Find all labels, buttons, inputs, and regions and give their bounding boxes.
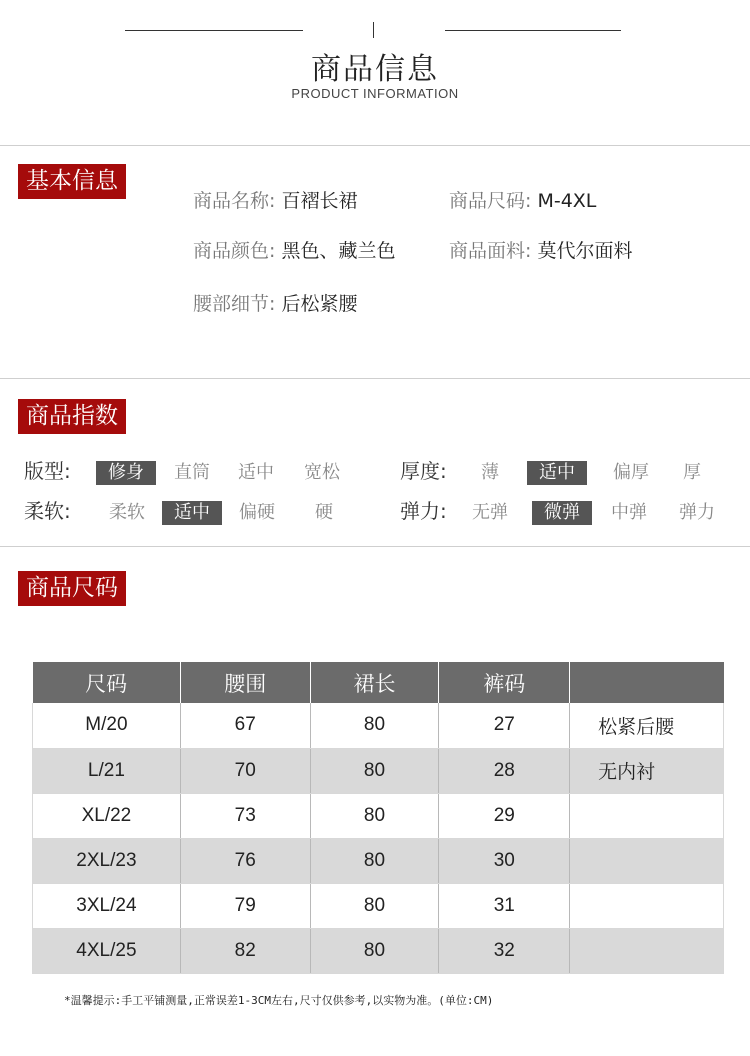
measurement-tip: *温馨提示:手工平铺测量,正常误差1-3CM左右,尺寸仅供参考,以实物为准。(单位:CM) [64, 994, 494, 1007]
index-label-softness: 柔软: [24, 499, 71, 523]
page-title: 商品信息 [311, 52, 439, 87]
cell-size: XL/22 [33, 793, 181, 838]
field-value: 黑色、藏兰色 [281, 240, 396, 262]
index-option: 无弹 [472, 502, 508, 523]
divider [0, 546, 750, 547]
index-option: 偏硬 [239, 502, 275, 523]
divider [0, 145, 750, 146]
field-value: M-4XL [537, 190, 597, 212]
field-waist-detail [193, 292, 357, 316]
cell-note [570, 928, 724, 973]
cell-pants-size: 28 [439, 748, 570, 793]
cell-note: 无内衬 [570, 748, 724, 793]
index-option-thickness-selected: 适中 [527, 461, 587, 485]
field-label: 商品名称: [193, 190, 276, 212]
index-option: 弹力 [679, 502, 715, 523]
field-label: 商品尺码: [449, 190, 532, 212]
cell-waist: 73 [180, 793, 310, 838]
index-option-fit-selected: 修身 [96, 461, 156, 485]
divider [0, 378, 750, 379]
cell-note [570, 883, 724, 928]
header-size: 尺码 [33, 662, 181, 703]
cell-length: 80 [310, 838, 439, 883]
cell-length: 80 [310, 748, 439, 793]
cell-pants-size: 27 [439, 703, 570, 748]
cell-note: 松紧后腰 [570, 703, 724, 748]
cell-length: 80 [310, 928, 439, 973]
index-option-softness-selected: 适中 [162, 501, 222, 525]
cell-length: 80 [310, 883, 439, 928]
size-badge: 商品尺码 [18, 571, 126, 606]
cell-size: L/21 [33, 748, 181, 793]
field-label: 商品颜色: [193, 240, 276, 262]
cell-size: 2XL/23 [33, 838, 181, 883]
index-label-elasticity: 弹力: [400, 499, 447, 523]
field-product-color [193, 239, 395, 263]
page-subtitle: PRODUCT INFORMATION [291, 86, 459, 101]
table-row [33, 748, 724, 793]
cell-pants-size: 30 [439, 838, 570, 883]
cell-waist: 67 [180, 703, 310, 748]
header-length: 裙长 [310, 662, 439, 703]
basic-info-badge: 基本信息 [18, 164, 126, 199]
header-rule-right [445, 30, 621, 31]
index-option: 硬 [315, 502, 333, 523]
cell-size: M/20 [33, 703, 181, 748]
cell-size: 3XL/24 [33, 883, 181, 928]
index-badge: 商品指数 [18, 399, 126, 434]
cell-pants-size: 31 [439, 883, 570, 928]
cell-waist: 76 [180, 838, 310, 883]
field-product-fabric [449, 239, 632, 263]
index-option: 柔软 [109, 502, 145, 523]
header-pants-size: 裤码 [439, 662, 570, 703]
table-row [33, 838, 724, 883]
table-row [33, 703, 724, 748]
header-rule-left [125, 30, 303, 31]
index-option: 偏厚 [613, 462, 649, 483]
table-row [33, 928, 724, 973]
cell-waist: 82 [180, 928, 310, 973]
field-value: 百褶长裙 [281, 190, 358, 212]
cell-size: 4XL/25 [33, 928, 181, 973]
index-option: 中弹 [611, 502, 647, 523]
index-option: 厚 [683, 462, 701, 483]
index-option: 宽松 [304, 462, 340, 483]
field-value: 莫代尔面料 [537, 240, 633, 262]
table-row [33, 793, 724, 838]
cell-note [570, 838, 724, 883]
index-label-thickness: 厚度: [400, 459, 447, 483]
cell-pants-size: 29 [439, 793, 570, 838]
cell-waist: 70 [180, 748, 310, 793]
field-label: 商品面料: [449, 240, 532, 262]
size-table [32, 662, 724, 974]
index-option: 薄 [481, 462, 499, 483]
header-notes [570, 662, 724, 703]
table-header-row [33, 662, 724, 703]
index-label-fit: 版型: [24, 459, 71, 483]
table-row [33, 883, 724, 928]
cell-waist: 79 [180, 883, 310, 928]
field-label: 腰部细节: [193, 293, 276, 315]
header-tick [373, 22, 374, 38]
index-option-elasticity-selected: 微弹 [532, 501, 592, 525]
field-product-size [449, 189, 596, 213]
index-option: 适中 [238, 462, 274, 483]
cell-note [570, 793, 724, 838]
cell-length: 80 [310, 793, 439, 838]
cell-length: 80 [310, 703, 439, 748]
field-value: 后松紧腰 [281, 293, 358, 315]
header-waist: 腰围 [180, 662, 310, 703]
field-product-name [193, 189, 357, 213]
cell-pants-size: 32 [439, 928, 570, 973]
index-option: 直筒 [174, 462, 210, 483]
